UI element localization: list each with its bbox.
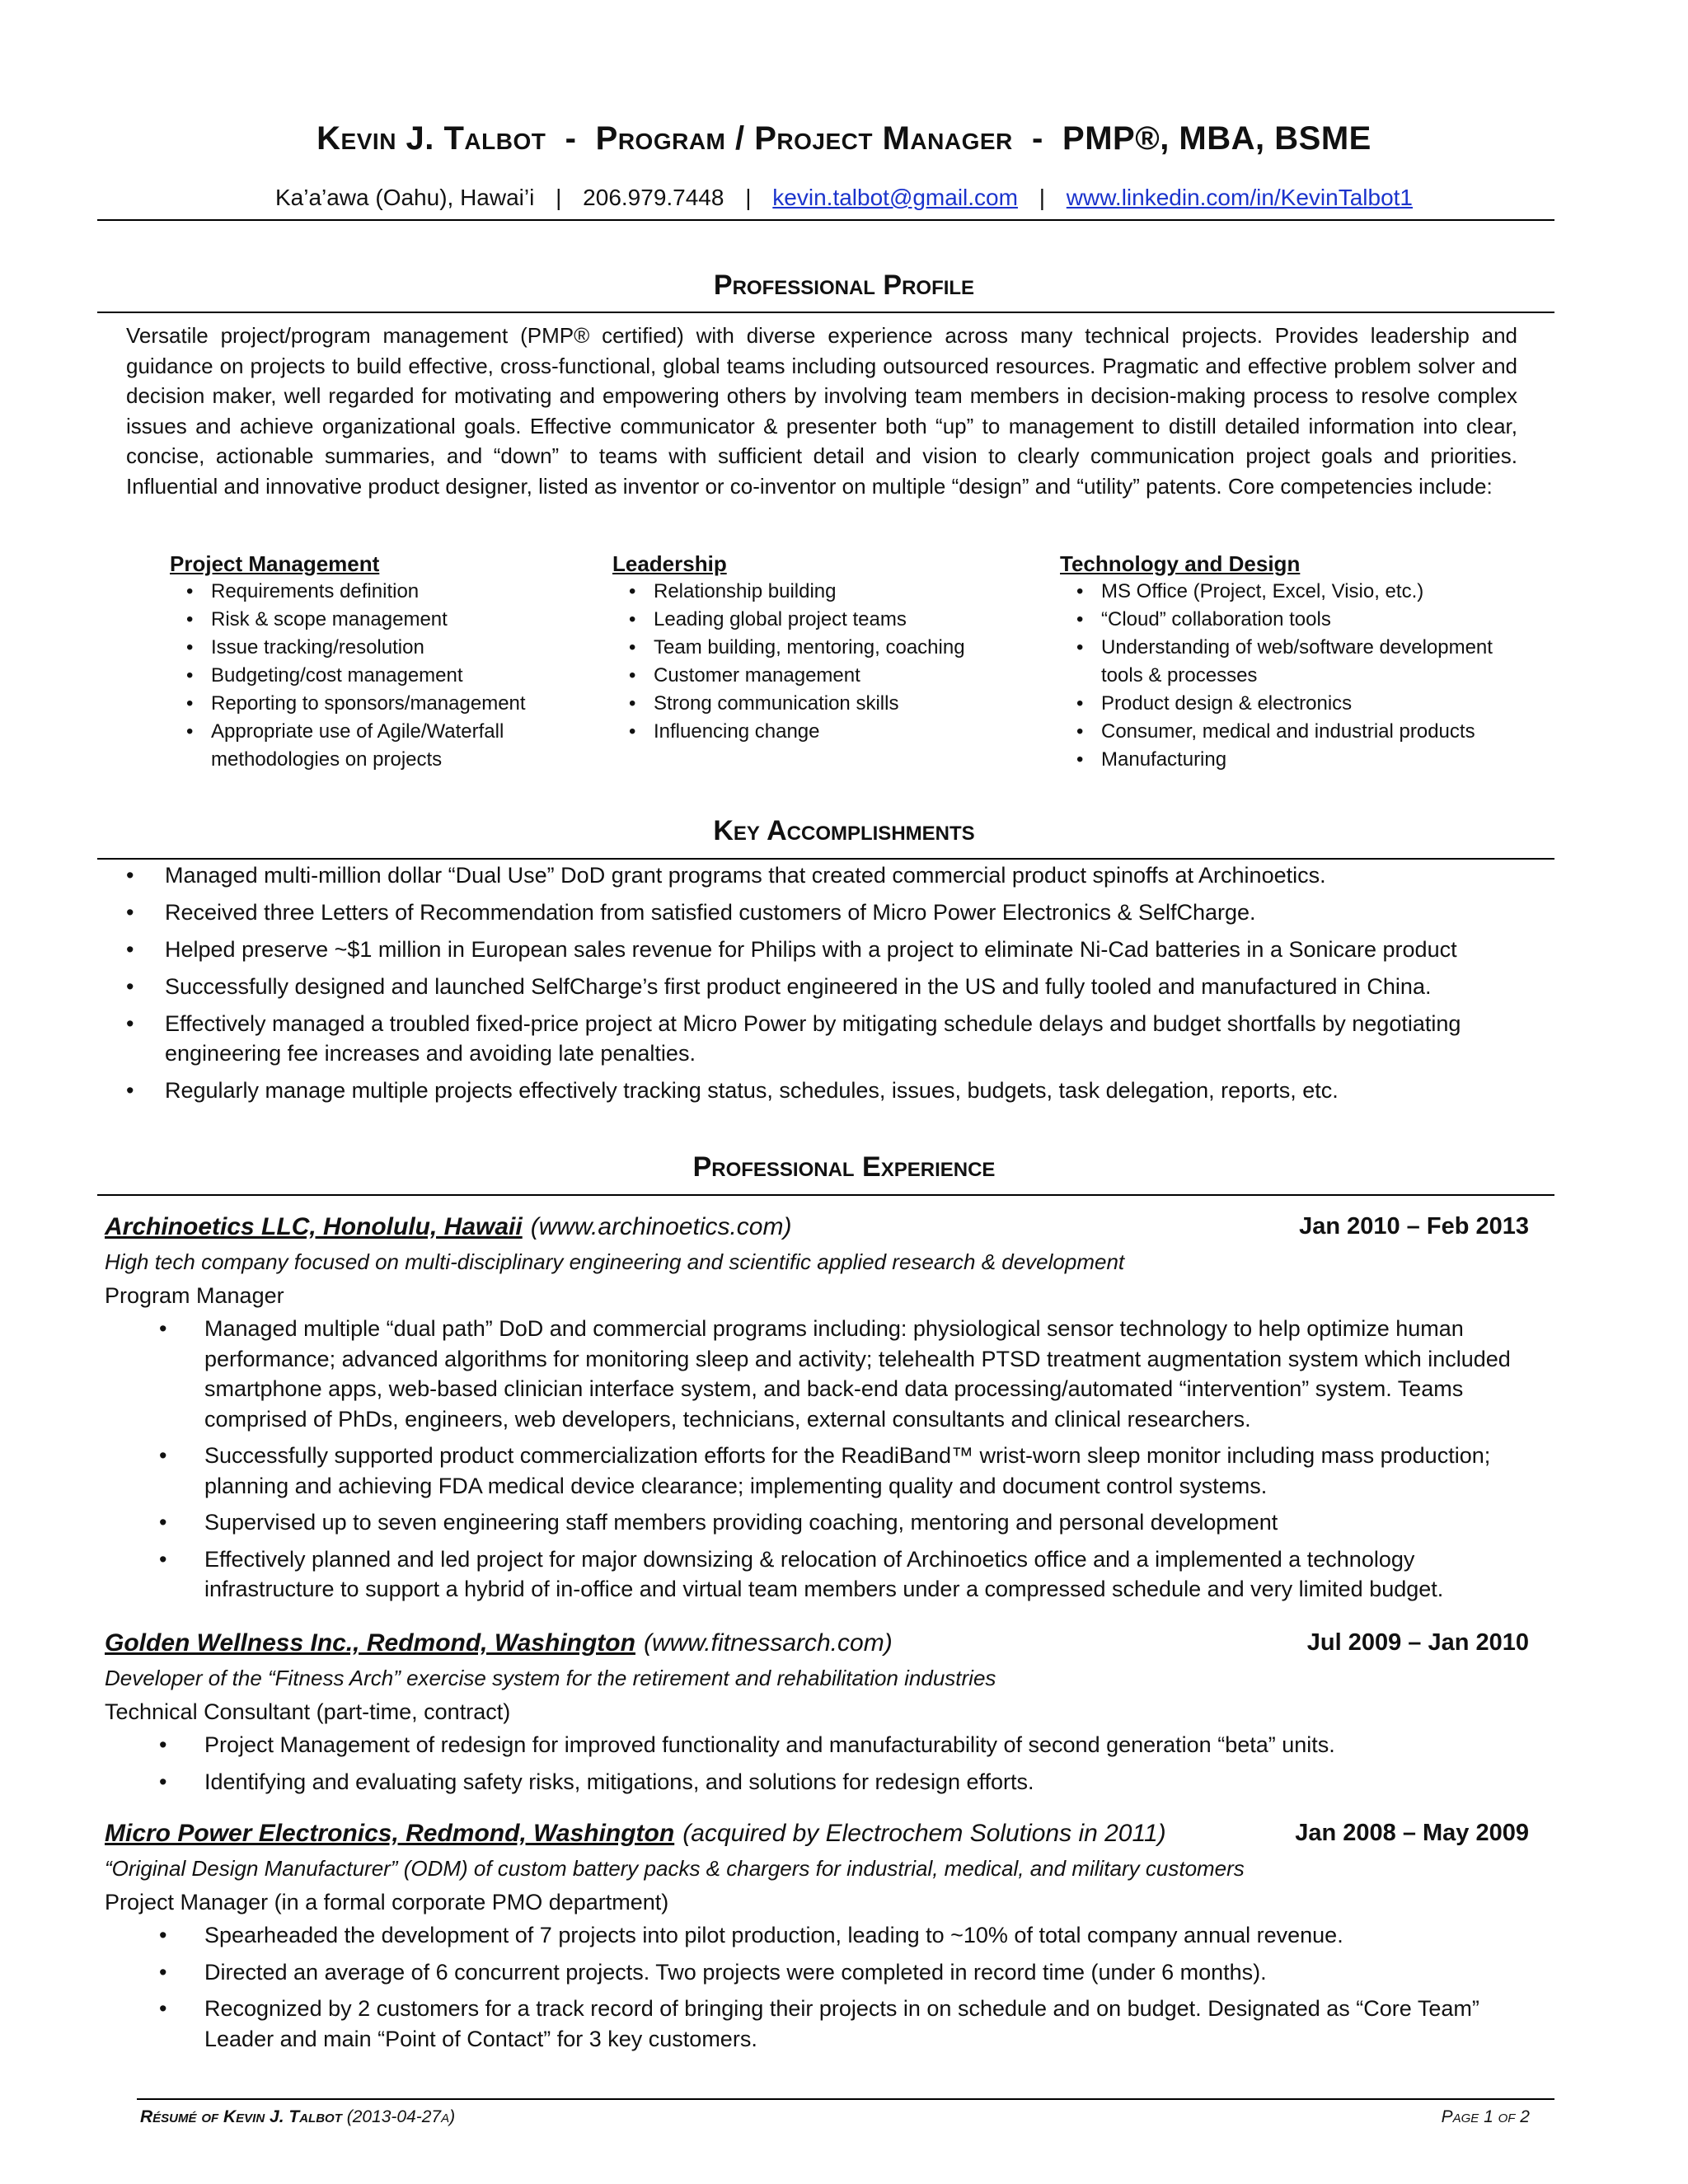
competency-item: • Product design & electronics [1101,690,1530,718]
job-bullet: • Directed an average of 6 concurrent projects. Two projects were completed in record time (under 6 months). [105,1957,1529,1988]
candidate-role: Program / Project Manager [595,120,1013,157]
competency-item: • Relationship building [654,578,1008,606]
accomplishments-divider [97,858,1554,860]
job-dates: Jan 2010 – Feb 2013 [1299,1213,1529,1240]
competency-item: • Leading global project teams [654,606,1008,634]
competency-item: • Issue tracking/resolution [211,634,557,662]
footer-left [140,2107,455,2127]
job-bullets [105,1920,1529,2054]
competency-item: • Appropriate use of Agile/Waterfall methodologies on projects [211,718,557,774]
company-name: Archinoetics LLC, Honolulu, Hawaii [105,1213,523,1240]
competency-item: • Influencing change [654,718,1008,746]
footer-resume-label: Résumé of Kevin J. Talbot [140,2107,342,2126]
company-website: (www.archinoetics.com) [530,1213,792,1240]
job-entry-micro-power [105,1820,1529,2060]
job-bullet: • Spearheaded the development of 7 projects into pilot production, leading to ~10% of total company annual revenue. [105,1920,1529,1951]
footer-revision-date: (2013-04-27a) [346,2107,456,2126]
job-bullets [105,1730,1529,1797]
company-description: High tech company focused on multi-disciplinary engineering and scientific applied research & development [105,1249,1125,1274]
job-dates: Jul 2009 – Jan 2010 [1306,1629,1529,1656]
contact-separator: | [1039,185,1046,210]
accomplishment-item: • Effectively managed a troubled fixed-price project at Micro Power by mitigating schedule delays and budget shortfalls by negotiating engineering fee increases and avoiding late penalties. [126,1009,1527,1068]
profile-paragraph: Versatile project/program management (PMP® certified) with diverse experience across many technical projects. Provides leadership and guidance on projects to build effective, cross-functional, global teams including outsourced resources. Pragmatic and effective problem solver and decision maker, well regarded for motivating and empowering others by involving team members in decision-making process to resolve complex issues and achieve organizational goals. Effective communicator & presenter both “up” to management to distill detailed information into clear, concise, actionable summaries, and “down” to teams with sufficient detail and vision to clearly communication project goals and priorities. Influential and innovative product designer, listed as inventor or co-inventor on multiple “design” and “utility” patents. Core competencies include: [126,323,1517,499]
accomplishment-item: • Regularly manage multiple projects effectively tracking status, schedules, issues, budgets, task delegation, reports, etc. [126,1076,1527,1105]
job-title: Technical Consultant (part-time, contract) [105,1699,511,1724]
footer-divider [137,2098,1554,2100]
title-dash: - [1031,120,1043,157]
experience-heading: Professional Experience [692,1151,996,1183]
location: Ka’a’awa (Oahu), Hawai’i [274,185,535,210]
accomplishment-item: • Successfully designed and launched SelfCharge’s first product engineered in the US and fully tooled and manufactured in China. [126,972,1527,1001]
competency-heading: Leadership [612,551,727,576]
company-name: Micro Power Electronics, Redmond, Washington [105,1820,675,1847]
competency-column-leadership [612,550,1008,746]
company-website: (www.fitnessarch.com) [643,1629,893,1657]
candidate-name: Kevin J. Talbot [316,120,546,157]
resume-header-title [0,120,1688,157]
footer-page-number: Page 1 of 2 [1441,2107,1530,2126]
job-entry-golden-wellness [105,1629,1529,1803]
email-link[interactable]: kevin.talbot@gmail.com [772,185,1018,210]
accomplishment-item: • Received three Letters of Recommendation from satisfied customers of Micro Power Electronics & SelfCharge. [126,898,1527,927]
competency-item: • Manufacturing [1101,746,1530,774]
accomplishments-list [126,860,1527,1113]
competency-item: • Budgeting/cost management [211,662,557,690]
accomplishment-item: • Managed multi-million dollar “Dual Use” DoD grant programs that created commercial product spinoffs at Archinoetics. [126,860,1527,890]
accomplishment-item: • Helped preserve ~$1 million in European sales revenue for Philips with a project to eliminate Ni-Cad batteries in a Sonicare product [126,935,1527,964]
competency-item: • Customer management [654,662,1008,690]
experience-divider [97,1194,1554,1196]
candidate-credentials: PMP®, MBA, BSME [1062,120,1372,157]
job-bullet: • Project Management of redesign for improved functionality and manufacturability of second generation “beta” units. [105,1730,1529,1760]
job-title: Program Manager [105,1283,284,1308]
contact-line [0,185,1688,211]
competency-heading: Project Management [170,551,380,576]
competency-item: • Strong communication skills [654,690,1008,718]
job-entry-archinoetics [105,1213,1529,1611]
company-description: Developer of the “Fitness Arch” exercise system for the retirement and rehabilitation industries [105,1666,996,1690]
competency-item: • Understanding of web/software development tools & processes [1101,634,1530,690]
phone: 206.979.7448 [583,185,724,210]
competency-heading: Technology and Design [1060,551,1301,576]
job-bullet: • Recognized by 2 customers for a track record of bringing their projects in on schedule and on budget. Designated as “Core Team” Leader and main “Point of Contact” for 3 key customers. [105,1994,1529,2054]
job-dates: Jan 2008 – May 2009 [1295,1820,1529,1846]
competency-item: • Consumer, medical and industrial products [1101,718,1530,746]
job-bullets [105,1314,1529,1605]
competency-item: • “Cloud” collaboration tools [1101,606,1530,634]
competency-item: • Requirements definition [211,578,557,606]
competency-item: • Risk & scope management [211,606,557,634]
job-bullet: • Identifying and evaluating safety risks, mitigations, and solutions for redesign efforts. [105,1767,1529,1797]
job-bullet: • Effectively planned and led project for major downsizing & relocation of Archinoetics office and a implemented a technology infrastructure to support a hybrid of in-office and virtual team members under a compressed schedule and very limited budget. [105,1544,1529,1605]
job-bullet: • Managed multiple “dual path” DoD and commercial programs including: physiological sensor technology to help optimize human performance; advanced algorithms for monitoring sleep and activity; telehealth PTSD treatment augmentation system which included smartphone apps, web-based clinician interface system, and back-end data processing/automated “intervention” system. Teams comprised of PhDs, engineers, web developers, technicians, external consultants and clinical researchers. [105,1314,1529,1434]
competency-column-project-management [170,550,557,774]
job-bullet: • Successfully supported product commercialization efforts for the ReadiBand™ wrist-worn sleep monitor including mass production; planning and achieving FDA medical device clearance; implementing quality and document control systems. [105,1441,1529,1501]
contact-separator: | [745,185,752,210]
profile-heading: Professional Profile [713,269,975,301]
company-description: “Original Design Manufacturer” (ODM) of custom battery packs & chargers for industrial, medical, and military customers [105,1856,1245,1881]
linkedin-link[interactable]: www.linkedin.com/in/KevinTalbot1 [1066,185,1414,210]
competency-column-technology [1060,550,1530,774]
competency-item: • Team building, mentoring, coaching [654,634,1008,662]
company-note: (acquired by Electrochem Solutions in 2011) [682,1820,1166,1847]
job-bullet: • Supervised up to seven engineering staff members providing coaching, mentoring and personal development [105,1507,1529,1538]
profile-divider [97,312,1554,313]
competency-item: • MS Office (Project, Excel, Visio, etc.) [1101,578,1530,606]
competency-item: • Reporting to sponsors/management [211,690,557,718]
job-title: Project Manager (in a formal corporate PMO department) [105,1890,669,1915]
company-name: Golden Wellness Inc., Redmond, Washington [105,1629,635,1657]
title-dash: - [565,120,577,157]
accomplishments-heading: Key Accomplishments [713,815,975,846]
header-divider [97,219,1554,221]
contact-separator: | [556,185,562,210]
